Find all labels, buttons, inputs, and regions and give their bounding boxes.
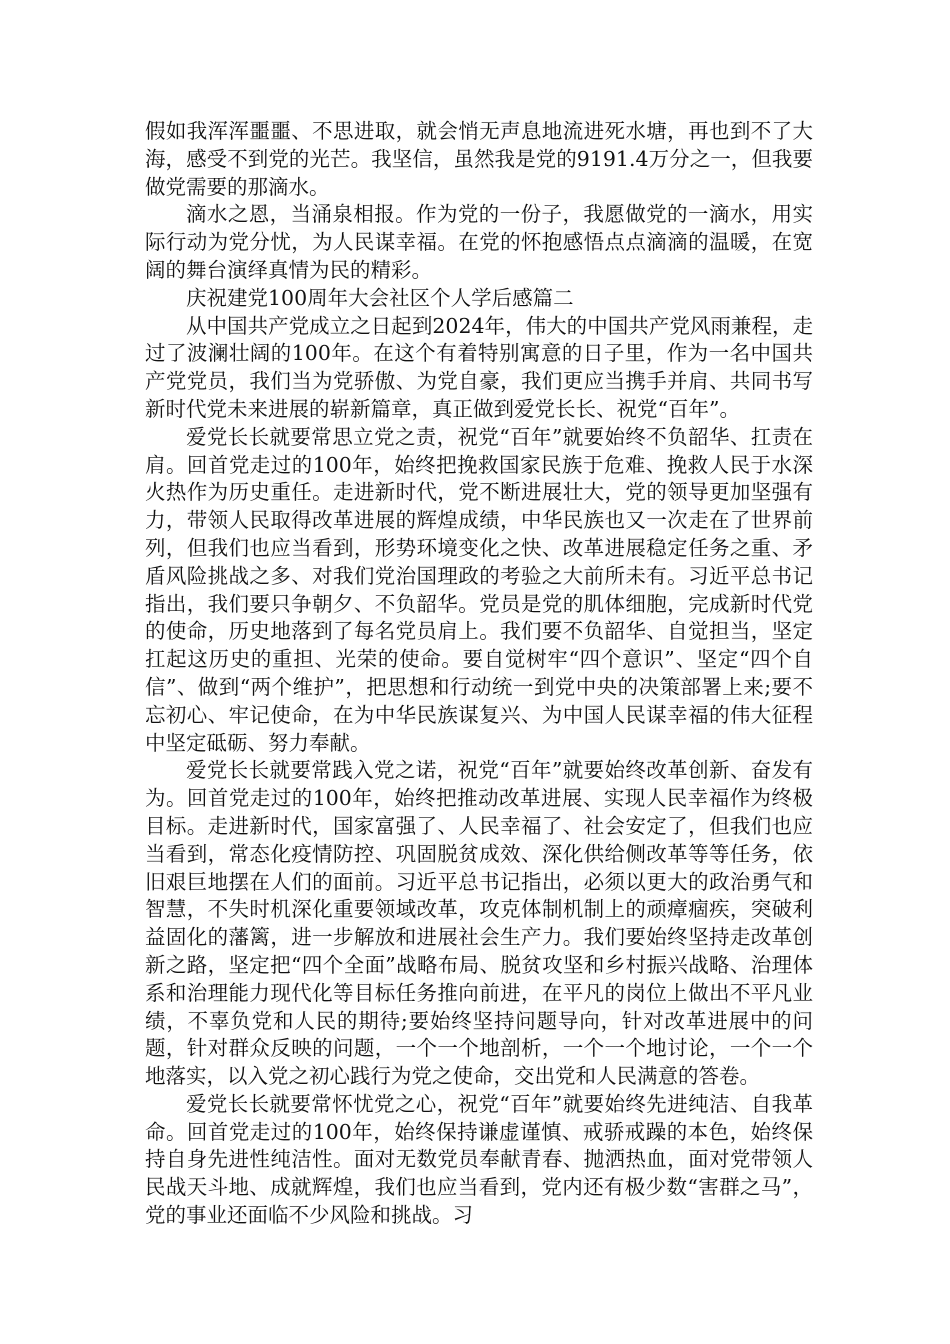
paragraph-6: 爱党长长就要常怀忧党之心，祝党“百年”就要始终先进纯洁、自我革命。回首党走过的100年，始终保持谦虚谨慎、戒骄戒躁的本色，始终保持自身先进性纯洁性。面对无数党员奉献青春、抛洒热血，面对党带领人民战天斗地、成就辉煌，我们也应当看到，党内还有极少数“害群之马”，党的事业还面临不少风险和挑战。习 [145, 1091, 813, 1228]
document-page [145, 118, 813, 1230]
paragraph-5: 爱党长长就要常践入党之诺，祝党“百年”就要始终改革创新、奋发有为。回首党走过的100年，始终把推动改革进展、实现人民幸福作为终极目标。走进新时代，国家富强了、人民幸福了、社会安定了，但我们也应当看到，常态化疫情防控、巩固脱贫成效、深化供给侧改革等等任务，依旧艰巨地摆在人们的面前。习近平总书记指出，必须以更大的政治勇气和智慧，不失时机深化重要领域改革，攻克体制机制上的顽瘴痼疾，突破利益固化的藩篱，进一步解放和进展社会生产力。我们要始终坚持走改革创新之路，坚定把“四个全面”战略布局、脱贫攻坚和乡村振兴战略、治理体系和治理能力现代化等目标任务推向前进，在平凡的岗位上做出不平凡业绩，不辜负党和人民的期待;要始终坚持问题导向，针对改革进展中的问题，针对群众反映的问题，一个一个地剖析，一个一个地讨论，一个一个地落实，以入党之初心践行为党之使命，交出党和人民满意的答卷。 [145, 758, 813, 1089]
paragraph-2: 滴水之恩，当涌泉相报。作为党的一份子，我愿做党的一滴水，用实际行动为党分忧，为人民谋幸福。在党的怀抱感悟点点滴滴的温暖，在宽阔的舞台演绎真情为民的精彩。 [145, 202, 813, 282]
paragraph-4: 爱党长长就要常思立党之责，祝党“百年”就要始终不负韶华、扛责在肩。回首党走过的100年，始终把挽救国家民族于危难、挽救人民于水深火热作为历史重任。走进新时代，党不断进展壮大，党的领导更加坚强有力，带领人民取得改革进展的辉煌成绩，中华民族也又一次走在了世界前列，但我们也应当看到，形势环境变化之快、改革进展稳定任务之重、矛盾风险挑战之多、对我们党治国理政的考验之大前所未有。习近平总书记指出，我们要只争朝夕、不负韶华。党员是党的肌体细胞，完成新时代党的使命，历史地落到了每名党员肩上。我们要不负韶华、自觉担当，坚定扛起这历史的重担、光荣的使命。要自觉树牢“四个意识”、坚定“四个自信”、做到“两个维护”，把思想和行动统一到党中央的决策部署上来;要不忘初心、牢记使命，在为中华民族谋复兴、为中国人民谋幸福的伟大征程中坚定砥砺、努力奉献。 [145, 424, 813, 755]
paragraph-3: 从中国共产党成立之日起到2024年，伟大的中国共产党风雨兼程，走过了波澜壮阔的100年。在这个有着特别寓意的日子里，作为一名中国共产党党员，我们当为党骄傲、为党自豪，我们更应当携手并肩、共同书写新时代党未来进展的崭新篇章，真正做到爱党长长、祝党“百年”。 [145, 313, 813, 421]
section-heading: 庆祝建党100周年大会社区个人学后感篇二 [186, 285, 574, 310]
paragraph-1: 假如我浑浑噩噩、不思进取，就会悄无声息地流进死水塘，再也到不了大海，感受不到党的光芒。我坚信，虽然我是党的9191.4万分之一，但我要做党需要的那滴水。 [145, 119, 813, 199]
